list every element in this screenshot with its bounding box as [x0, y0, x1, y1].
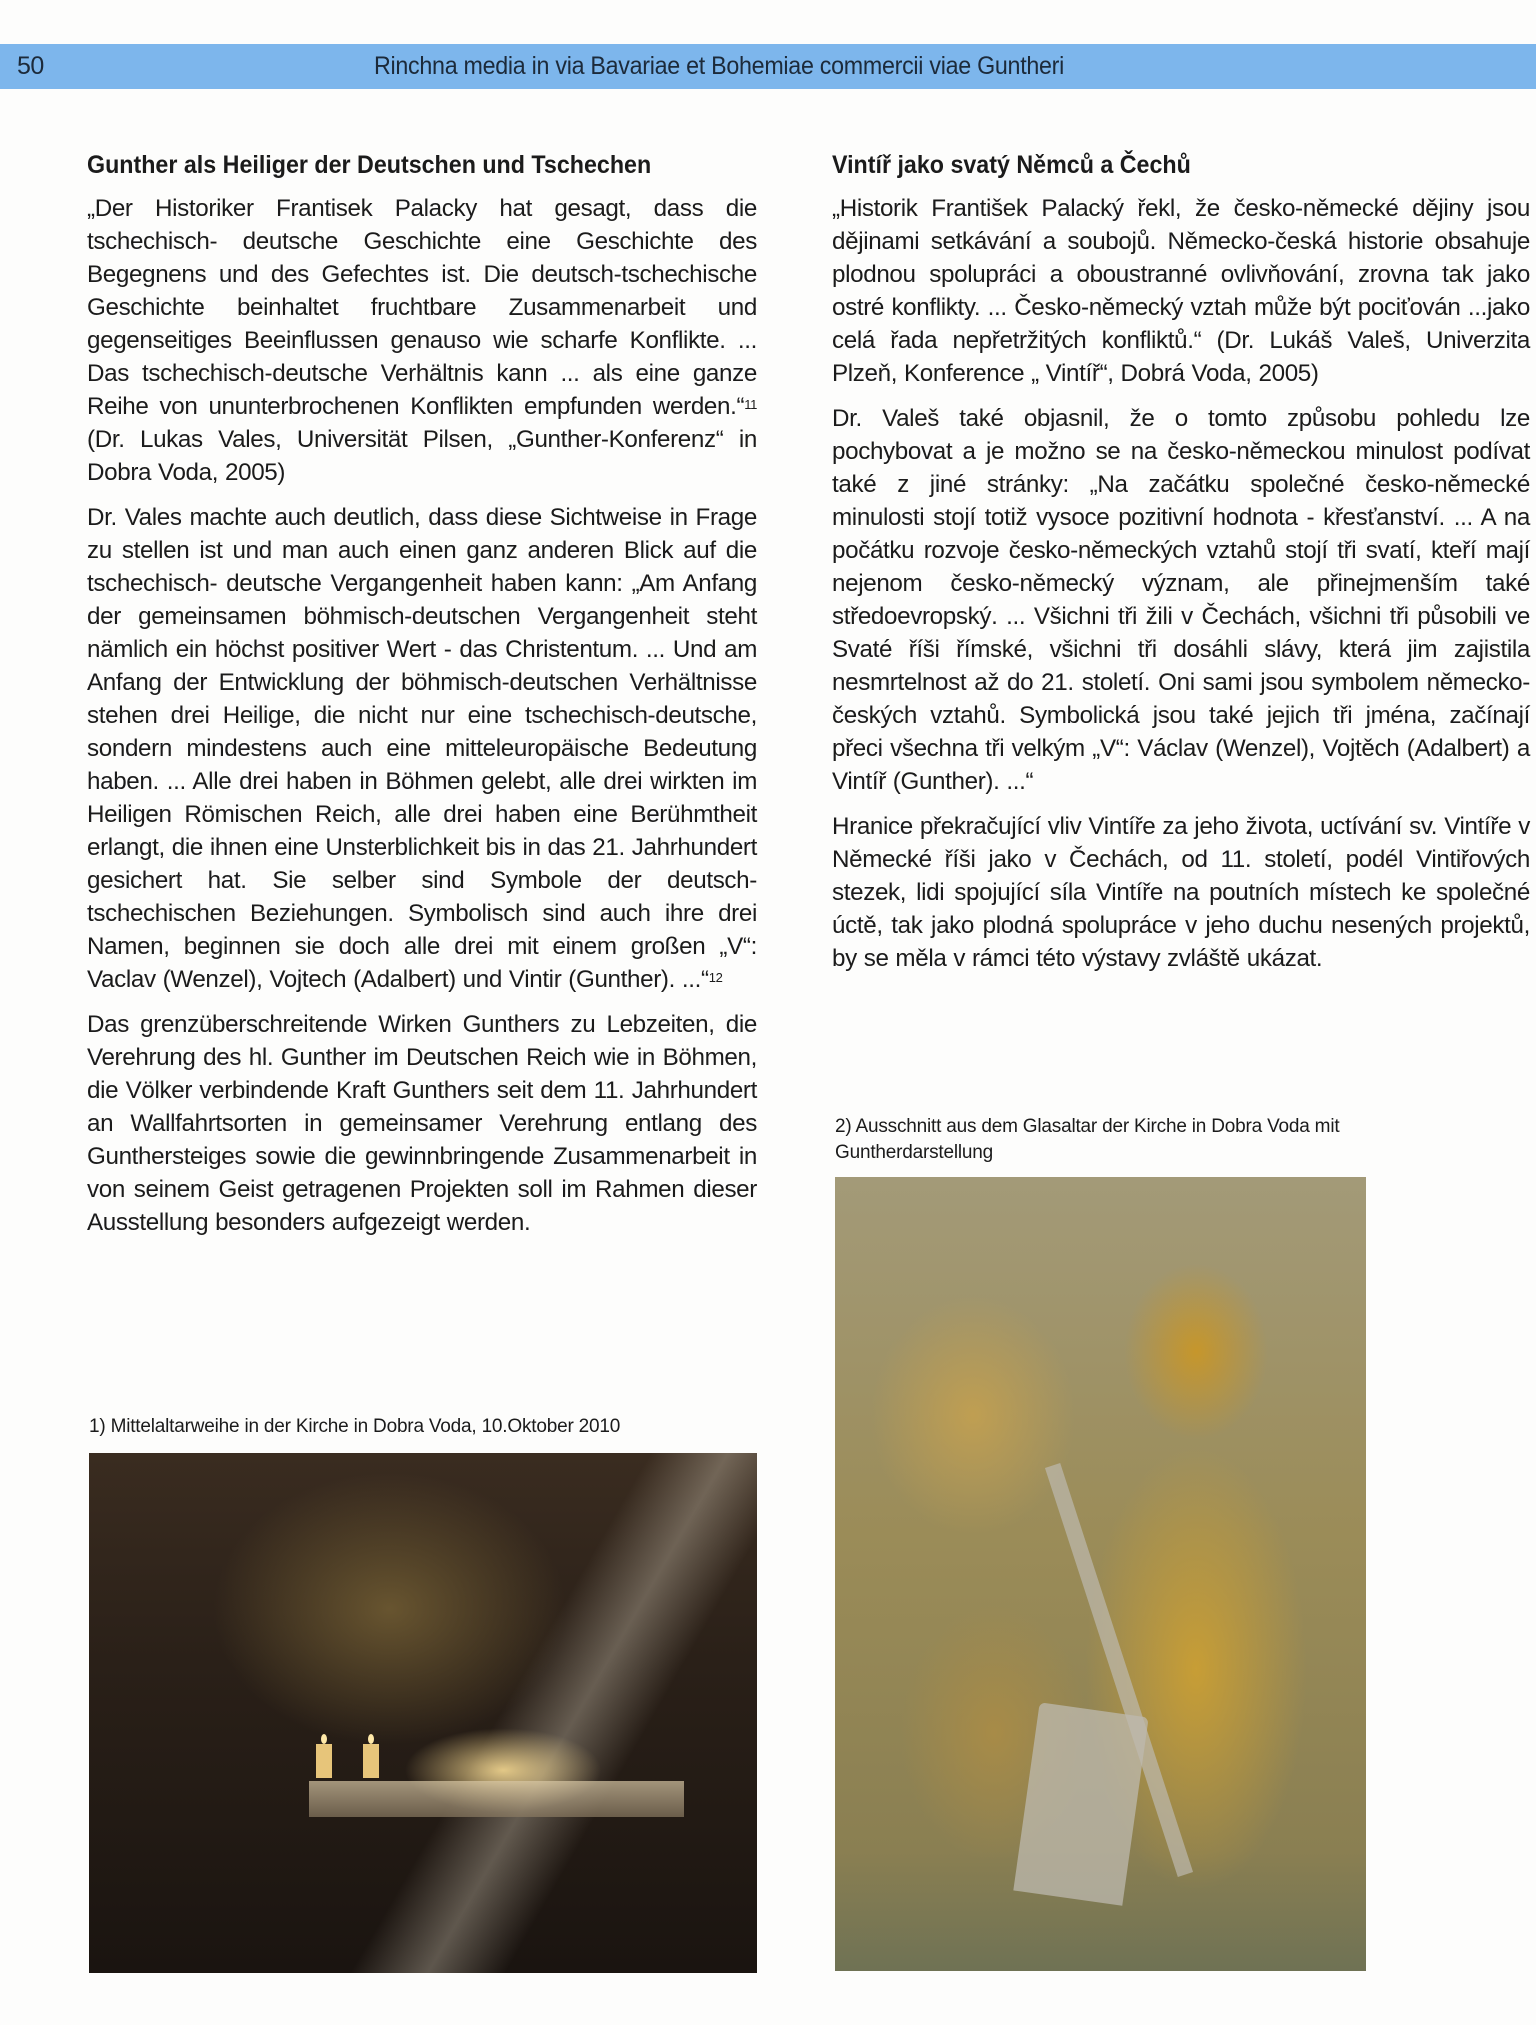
figure-2-caption: 2) Ausschnitt aus dem Glasaltar der Kirche in Dobra Voda mit Guntherdarstellung [835, 1116, 1340, 1163]
german-column [87, 150, 757, 1251]
paragraph-text: „Der Historiker Frantisek Palacky hat gesagt, dass die tschechisch- deutsche Geschichte eine Geschichte des Begegnens und des Gefechtes ist. Die deutsch-tschechische Geschichte beinhaltet fruchtbare Zusammenarbeit und gegenseitiges Beeinflussen genauso wie scharfe Konflikte. ... Das tschechisch-deutsche Verhältnis kann ... als eine ganze Reihe von ununterbrochenen Konflikten empfunden werden.“ [87, 195, 757, 420]
running-title: Rinchna media in via Bavariae et Bohemiae commercii viae Guntheri [374, 52, 1065, 80]
figure-1-caption: 1) Mittelaltarweihe in der Kirche in Dobra Voda, 10.Oktober 2010 [89, 1416, 621, 1437]
czech-section-heading: Vintíř jako svatý Němců a Čechů [832, 151, 1191, 179]
page-number: 50 [17, 52, 44, 80]
glass-altar-relief-photo [835, 1177, 1366, 1971]
footnote-marker-12[interactable]: 12 [708, 970, 723, 985]
german-section-heading: Gunther als Heiliger der Deutschen und Tschechen [87, 151, 652, 179]
paragraph-text: Dr. Vales machte auch deutlich, dass diese Sichtweise in Frage zu stellen ist und man auch einen ganz anderen Blick auf die tschechisch- deutsche Vergangenheit haben kann: „Am Anfang der gemeinsamen böhmisch-deutschen Vergangenheit steht nämlich ein höchst positiver Wert - das Christentum. ... Und am Anfang der Entwicklung der böhmisch-deutschen Verhältnisse stehen drei Heilige, die nicht nur eine tschechisch-deutsche, sondern mindestens auch eine mitteleuropäische Bedeutung haben. ... Alle drei haben in Böhmen gelebt, alle drei wirkten im Heiligen Römischen Reich, alle drei haben eine Berühmtheit erlangt, die ihnen eine Unsterblichkeit bis in das 21. Jahrhundert gesichert hat. Sie selber sind Symbole der deutsch-tschechischen Beziehungen. Symbolisch sind auch ihre drei Namen, beginnen sie doch alle drei mit einem großen „V“: Vaclav (Wenzel), Vojtech (Adalbert) und Vintir (Gunther). ...“ [87, 504, 757, 993]
czech-paragraph-2: Dr. Valeš také objasnil, že o tomto způsobu pohledu lze pochybovat a je možno se na česko-německou minulost podívat také z jiné stránky: „Na začátku společné česko-německé minulosti stojí totiž vysoce pozitivní hodnota - křesťanství. ... A na počátku rozvoje česko-německých vztahů stojí tři svatí, kteří mají nejenom česko-německý význam, ale přinejmenším také středoevropský. ... Všichni tři žili v Čechách, všichni tři působili ve Svaté říši římské, všichni tři dosáhli slávy, která jim zajistila nesmrtelnost až do 21. století. Oni sami jsou symbolem německo- českých vztahů. Symbolická jsou také jejich tři jména, začínají přeci všechna tři velkým „V“: Václav (Wenzel), Vojtěch (Adalbert) a Vintíř (Gunther). ...“ [832, 405, 1530, 795]
paragraph-text: Das grenzüberschreitende Wirken Gunthers zu Lebzeiten, die Verehrung des hl. Gunther im Deutschen Reich wie in Böhmen, die Völker verbindende Kraft Gunthers seit dem 11. Jahrhundert an Wallfahrtsorten in gemeinsamer Verehrung entlang des Gunthersteiges sowie die gewinnbringende Zusammenarbeit in von seinem Geist getragenen Projekten soll im Rahmen dieser Ausstellung besonders aufgezeigt werden. [87, 1011, 757, 1236]
german-paragraph-1 [87, 192, 757, 489]
altar-table-shape [309, 1781, 683, 1817]
candle-icon [316, 1744, 332, 1778]
german-paragraph-2 [87, 501, 757, 996]
czech-column [832, 150, 1530, 987]
czech-paragraph-3: Hranice překračující vliv Vintíře za jeho života, uctívání sv. Vintíře v Německé říši jako v Čechách, od 11. století, podél Vintiřových stezek, lidi spojující síla Vintíře na poutních místech ke společné úctě, tak jako plodná spolupráce v jeho duchu nesených projektů, by se měla v rámci této výstavy zvláště ukázat. [832, 813, 1530, 972]
candle-icon [363, 1744, 379, 1778]
german-paragraph-3 [87, 1008, 757, 1239]
czech-paragraph-1: „Historik František Palacký řekl, že česko-německé dějiny jsou dějinami setkávání a soubojů. Německo-česká historie obsahuje plodnou spolupráci a oboustranné ovlivňování, zrovna tak jako ostré konflikty. ... Česko-německý vztah může být pociťován ...jako celá řada nepřetržitých konfliktů.“ (Dr. Lukáš Valeš, Univerzita Plzeň, Konference „ Vintíř“, Dobrá Voda, 2005) [832, 195, 1530, 387]
citation-text: (Dr. Lukas Vales, Universität Pilsen, „Gunther-Konferenz“ in Dobra Voda, 2005) [87, 426, 757, 486]
footnote-marker-11[interactable]: 11 [744, 397, 757, 412]
tablet-shape [1013, 1702, 1148, 1905]
altar-consecration-photo [89, 1453, 757, 1973]
